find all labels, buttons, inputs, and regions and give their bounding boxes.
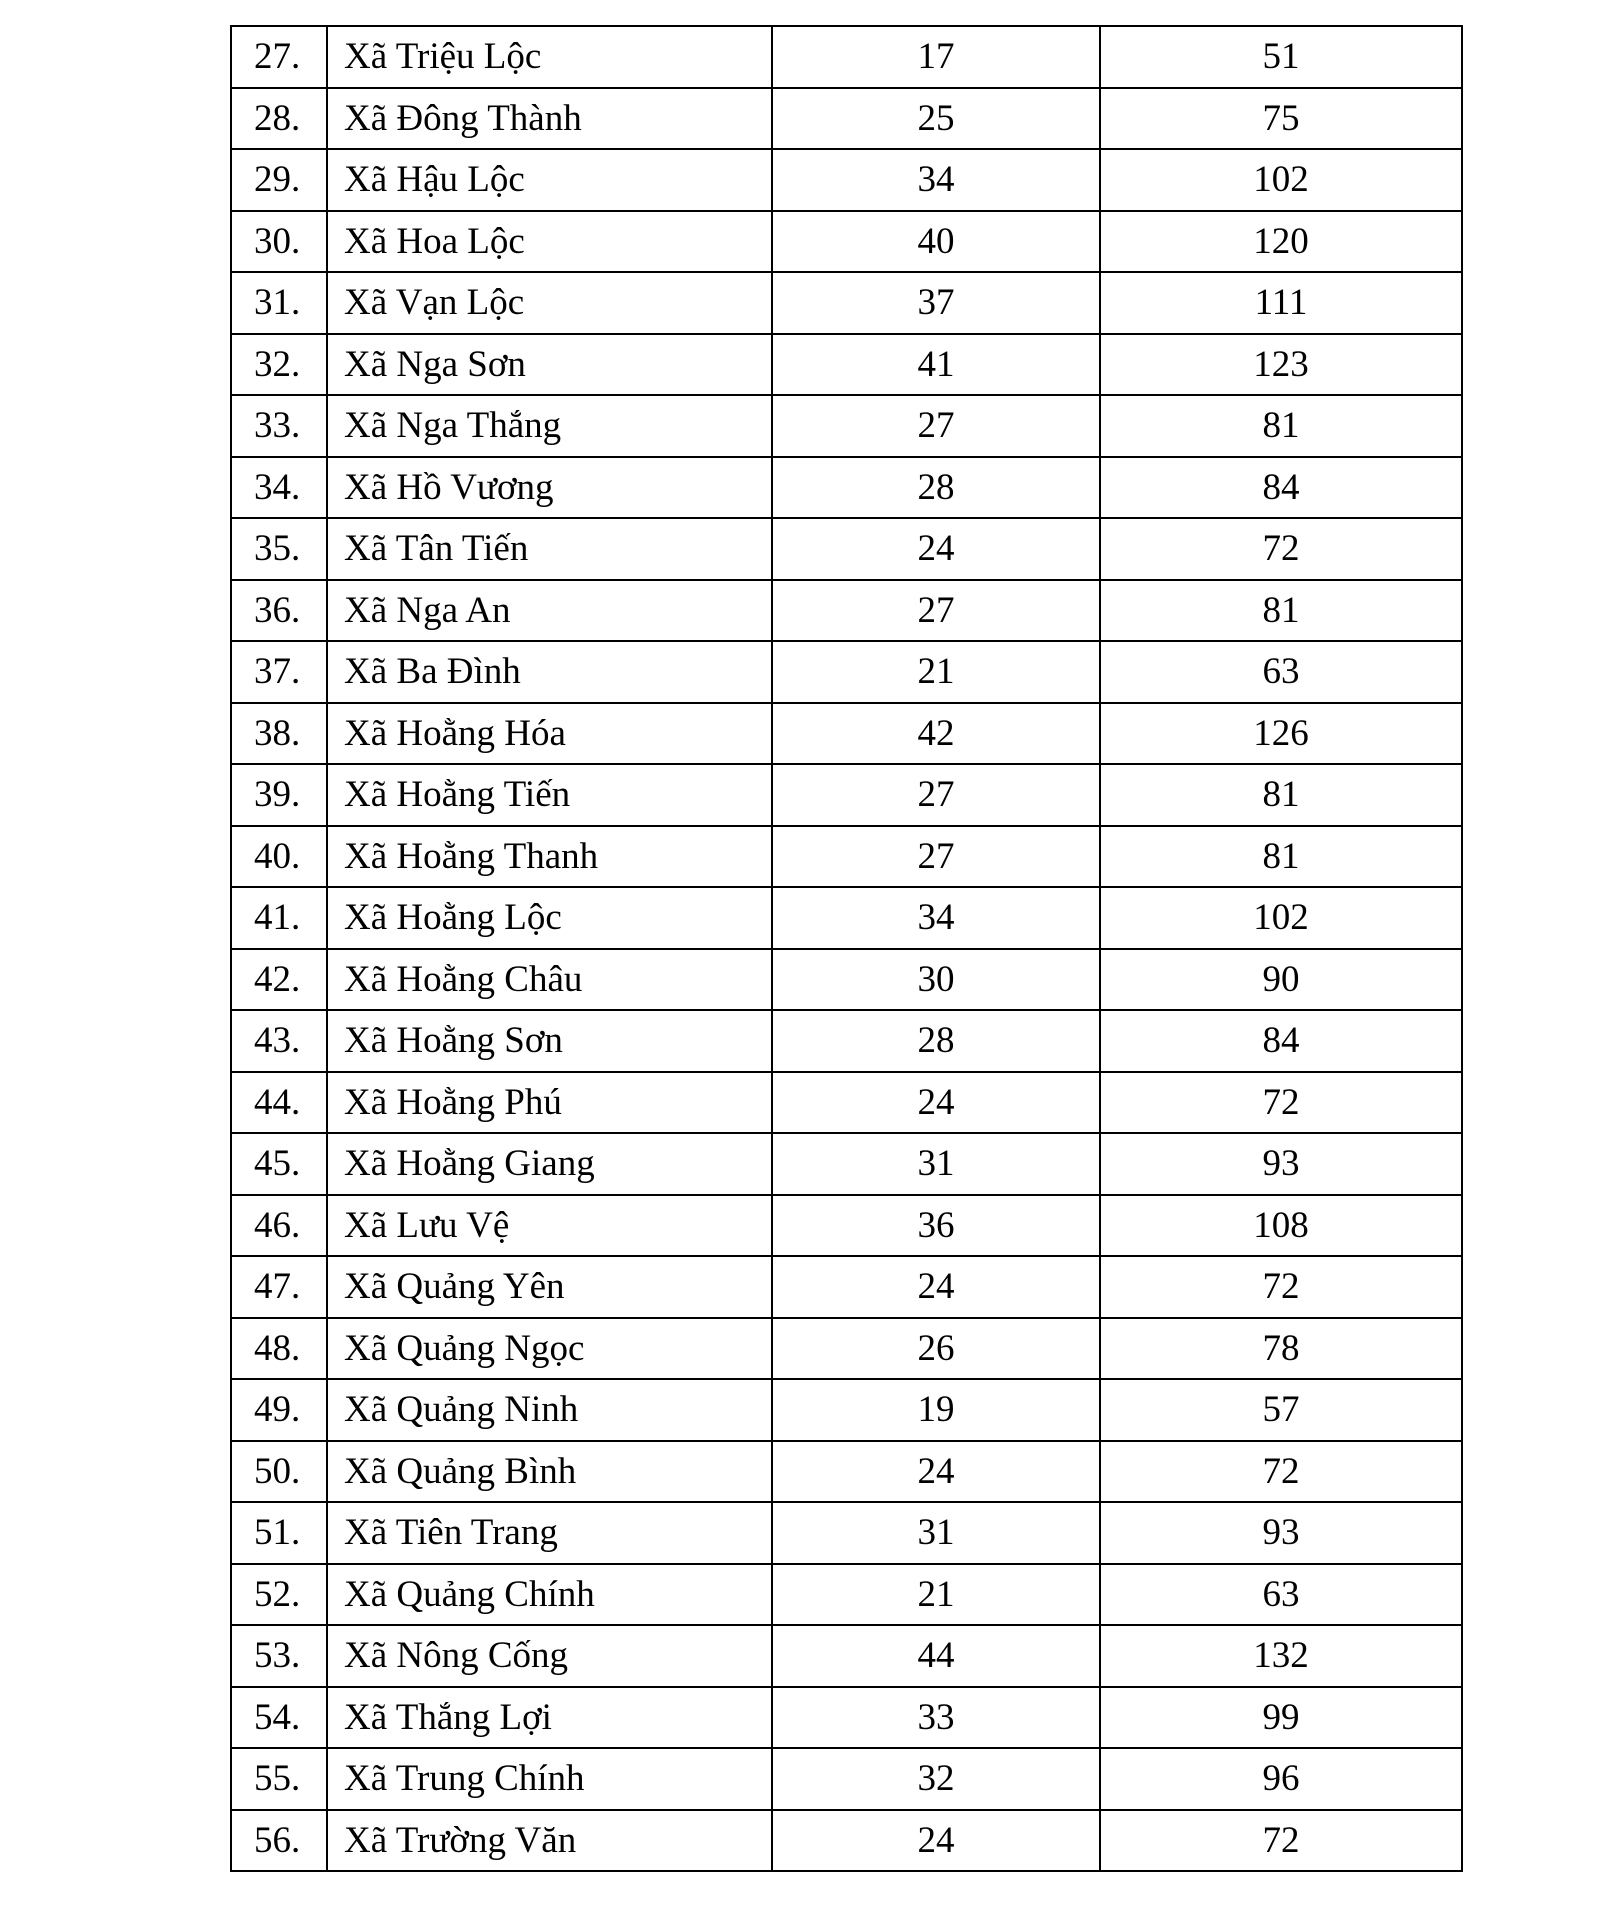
commune-name-cell: Xã Vạn Lộc	[327, 272, 772, 334]
value-b-cell: 72	[1100, 518, 1462, 580]
value-a-cell: 32	[772, 1748, 1100, 1810]
commune-table	[230, 25, 1463, 1872]
value-b-cell: 99	[1100, 1687, 1462, 1749]
value-a-cell: 42	[772, 703, 1100, 765]
row-index-cell: 34.	[231, 457, 327, 519]
commune-name-cell: Xã Quảng Ngọc	[327, 1318, 772, 1380]
value-b-cell: 84	[1100, 457, 1462, 519]
row-index-cell: 51.	[231, 1502, 327, 1564]
row-index-cell: 35.	[231, 518, 327, 580]
table-row	[231, 1441, 1462, 1503]
commune-name-cell: Xã Lưu Vệ	[327, 1195, 772, 1257]
value-a-cell: 27	[772, 764, 1100, 826]
commune-name-cell: Xã Hậu Lộc	[327, 149, 772, 211]
table-row	[231, 395, 1462, 457]
table-row	[231, 1810, 1462, 1872]
value-b-cell: 57	[1100, 1379, 1462, 1441]
table-row	[231, 1625, 1462, 1687]
value-a-cell: 27	[772, 395, 1100, 457]
table-row	[231, 1133, 1462, 1195]
table-row	[231, 272, 1462, 334]
table-row	[231, 1748, 1462, 1810]
row-index-cell: 36.	[231, 580, 327, 642]
value-b-cell: 81	[1100, 580, 1462, 642]
row-index-cell: 27.	[231, 26, 327, 88]
value-a-cell: 28	[772, 1010, 1100, 1072]
value-b-cell: 51	[1100, 26, 1462, 88]
table-row	[231, 149, 1462, 211]
table-row	[231, 1318, 1462, 1380]
value-b-cell: 72	[1100, 1072, 1462, 1134]
table-row	[231, 1379, 1462, 1441]
row-index-cell: 49.	[231, 1379, 327, 1441]
row-index-cell: 46.	[231, 1195, 327, 1257]
table-row	[231, 26, 1462, 88]
row-index-cell: 38.	[231, 703, 327, 765]
value-b-cell: 102	[1100, 149, 1462, 211]
commune-name-cell: Xã Nga Sơn	[327, 334, 772, 396]
commune-name-cell: Xã Quảng Yên	[327, 1256, 772, 1318]
value-b-cell: 63	[1100, 641, 1462, 703]
value-a-cell: 21	[772, 1564, 1100, 1626]
value-a-cell: 27	[772, 580, 1100, 642]
row-index-cell: 53.	[231, 1625, 327, 1687]
value-b-cell: 126	[1100, 703, 1462, 765]
commune-name-cell: Xã Hoằng Giang	[327, 1133, 772, 1195]
commune-name-cell: Xã Tân Tiến	[327, 518, 772, 580]
commune-name-cell: Xã Quảng Chính	[327, 1564, 772, 1626]
commune-name-cell: Xã Triệu Lộc	[327, 26, 772, 88]
value-a-cell: 28	[772, 457, 1100, 519]
row-index-cell: 52.	[231, 1564, 327, 1626]
commune-name-cell: Xã Quảng Bình	[327, 1441, 772, 1503]
table-row	[231, 1072, 1462, 1134]
value-a-cell: 33	[772, 1687, 1100, 1749]
value-a-cell: 27	[772, 826, 1100, 888]
value-b-cell: 63	[1100, 1564, 1462, 1626]
value-a-cell: 19	[772, 1379, 1100, 1441]
row-index-cell: 31.	[231, 272, 327, 334]
value-a-cell: 34	[772, 149, 1100, 211]
table-row	[231, 764, 1462, 826]
value-b-cell: 132	[1100, 1625, 1462, 1687]
commune-name-cell: Xã Nga Thắng	[327, 395, 772, 457]
table-row	[231, 887, 1462, 949]
commune-name-cell: Xã Quảng Ninh	[327, 1379, 772, 1441]
value-b-cell: 120	[1100, 211, 1462, 273]
table-row	[231, 1195, 1462, 1257]
commune-name-cell: Xã Hoằng Thanh	[327, 826, 772, 888]
row-index-cell: 40.	[231, 826, 327, 888]
commune-name-cell: Xã Trường Văn	[327, 1810, 772, 1872]
table-row	[231, 88, 1462, 150]
table-row	[231, 1502, 1462, 1564]
value-a-cell: 26	[772, 1318, 1100, 1380]
value-a-cell: 34	[772, 887, 1100, 949]
value-b-cell: 93	[1100, 1133, 1462, 1195]
row-index-cell: 56.	[231, 1810, 327, 1872]
row-index-cell: 41.	[231, 887, 327, 949]
value-a-cell: 31	[772, 1133, 1100, 1195]
value-a-cell: 41	[772, 334, 1100, 396]
value-b-cell: 90	[1100, 949, 1462, 1011]
value-a-cell: 24	[772, 518, 1100, 580]
row-index-cell: 28.	[231, 88, 327, 150]
table-row	[231, 1010, 1462, 1072]
row-index-cell: 44.	[231, 1072, 327, 1134]
row-index-cell: 43.	[231, 1010, 327, 1072]
commune-name-cell: Xã Nga An	[327, 580, 772, 642]
row-index-cell: 48.	[231, 1318, 327, 1380]
table-row	[231, 580, 1462, 642]
value-a-cell: 25	[772, 88, 1100, 150]
value-a-cell: 24	[772, 1441, 1100, 1503]
table-row	[231, 457, 1462, 519]
commune-name-cell: Xã Trung Chính	[327, 1748, 772, 1810]
commune-name-cell: Xã Hoằng Lộc	[327, 887, 772, 949]
table-row	[231, 949, 1462, 1011]
value-b-cell: 84	[1100, 1010, 1462, 1072]
value-a-cell: 44	[772, 1625, 1100, 1687]
value-a-cell: 17	[772, 26, 1100, 88]
value-b-cell: 72	[1100, 1810, 1462, 1872]
row-index-cell: 37.	[231, 641, 327, 703]
commune-name-cell: Xã Thắng Lợi	[327, 1687, 772, 1749]
value-b-cell: 102	[1100, 887, 1462, 949]
commune-name-cell: Xã Đông Thành	[327, 88, 772, 150]
commune-name-cell: Xã Hoa Lộc	[327, 211, 772, 273]
value-a-cell: 40	[772, 211, 1100, 273]
commune-name-cell: Xã Hoằng Hóa	[327, 703, 772, 765]
value-b-cell: 81	[1100, 826, 1462, 888]
row-index-cell: 30.	[231, 211, 327, 273]
commune-name-cell: Xã Hoằng Châu	[327, 949, 772, 1011]
row-index-cell: 33.	[231, 395, 327, 457]
value-b-cell: 72	[1100, 1256, 1462, 1318]
commune-name-cell: Xã Hoằng Sơn	[327, 1010, 772, 1072]
table-row	[231, 826, 1462, 888]
value-a-cell: 24	[772, 1810, 1100, 1872]
value-a-cell: 21	[772, 641, 1100, 703]
row-index-cell: 42.	[231, 949, 327, 1011]
row-index-cell: 50.	[231, 1441, 327, 1503]
table-row	[231, 703, 1462, 765]
value-b-cell: 108	[1100, 1195, 1462, 1257]
commune-name-cell: Xã Nông Cống	[327, 1625, 772, 1687]
value-a-cell: 36	[772, 1195, 1100, 1257]
row-index-cell: 29.	[231, 149, 327, 211]
value-b-cell: 96	[1100, 1748, 1462, 1810]
value-b-cell: 75	[1100, 88, 1462, 150]
commune-name-cell: Xã Hoằng Tiến	[327, 764, 772, 826]
commune-name-cell: Xã Hoằng Phú	[327, 1072, 772, 1134]
value-b-cell: 78	[1100, 1318, 1462, 1380]
value-a-cell: 31	[772, 1502, 1100, 1564]
table-body	[231, 26, 1462, 1871]
value-b-cell: 72	[1100, 1441, 1462, 1503]
row-index-cell: 55.	[231, 1748, 327, 1810]
row-index-cell: 45.	[231, 1133, 327, 1195]
value-a-cell: 24	[772, 1072, 1100, 1134]
table-row	[231, 1256, 1462, 1318]
value-b-cell: 111	[1100, 272, 1462, 334]
row-index-cell: 47.	[231, 1256, 327, 1318]
commune-name-cell: Xã Hồ Vương	[327, 457, 772, 519]
row-index-cell: 39.	[231, 764, 327, 826]
value-a-cell: 24	[772, 1256, 1100, 1318]
value-b-cell: 123	[1100, 334, 1462, 396]
commune-name-cell: Xã Ba Đình	[327, 641, 772, 703]
table-row	[231, 518, 1462, 580]
table-row	[231, 641, 1462, 703]
value-a-cell: 30	[772, 949, 1100, 1011]
value-b-cell: 81	[1100, 764, 1462, 826]
commune-name-cell: Xã Tiên Trang	[327, 1502, 772, 1564]
table-row	[231, 1687, 1462, 1749]
table-row	[231, 1564, 1462, 1626]
value-b-cell: 93	[1100, 1502, 1462, 1564]
value-a-cell: 37	[772, 272, 1100, 334]
row-index-cell: 32.	[231, 334, 327, 396]
row-index-cell: 54.	[231, 1687, 327, 1749]
table-row	[231, 334, 1462, 396]
value-b-cell: 81	[1100, 395, 1462, 457]
table-row	[231, 211, 1462, 273]
